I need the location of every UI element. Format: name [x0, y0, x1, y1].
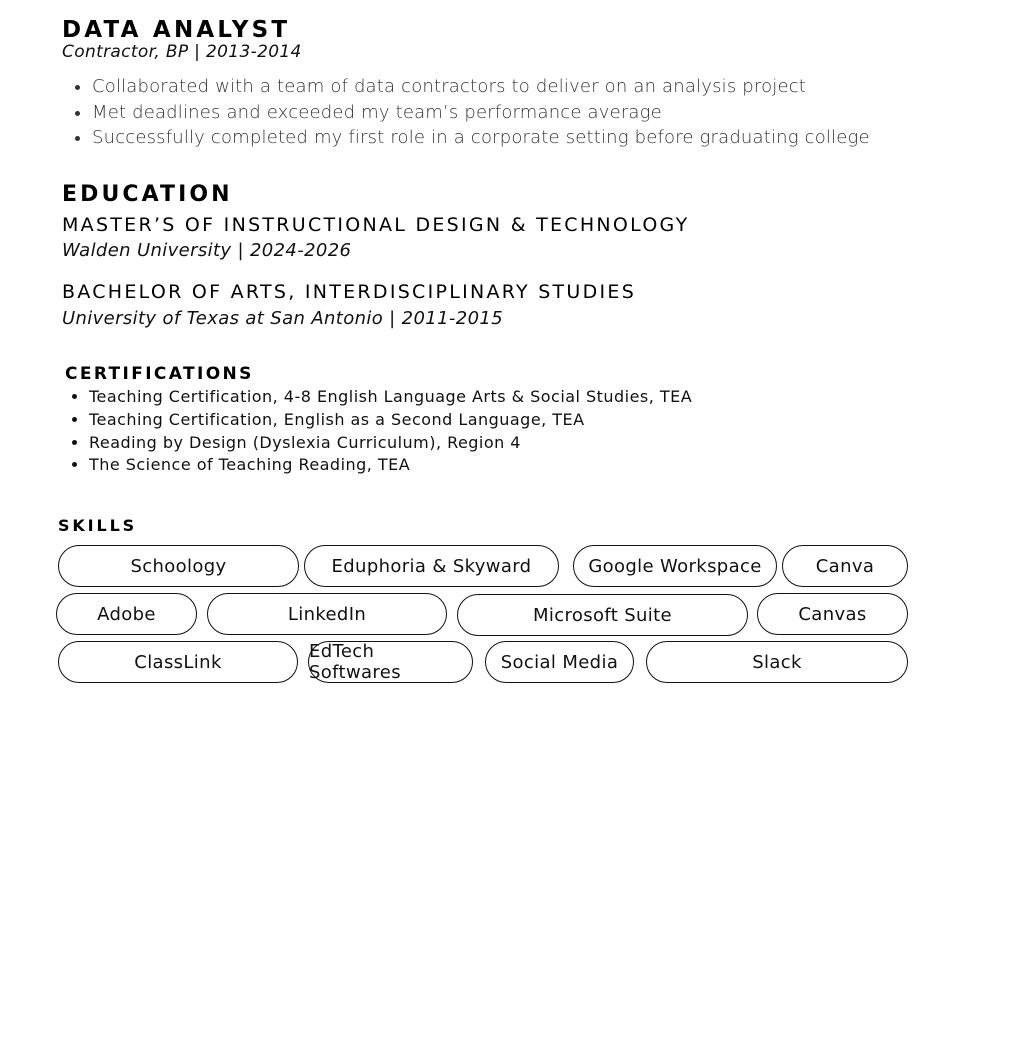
- skill-pill: Schoology: [58, 545, 299, 587]
- skill-pill: Slack: [646, 641, 908, 683]
- degree-detail: University of Texas at San Antonio | 2011-2015: [62, 308, 504, 329]
- education-heading: EDUCATION: [62, 182, 233, 207]
- list-item: • Teaching Certification, 4-8 English Language Arts & Social Studies, TEA: [89, 386, 692, 409]
- degree-title: MASTER’S OF INSTRUCTIONAL DESIGN & TECHNOLOGY: [62, 214, 690, 236]
- skill-pill: ClassLink: [58, 641, 298, 683]
- skill-pill: Canva: [782, 545, 908, 587]
- certification-list: [66, 386, 692, 477]
- skill-pill: Google Workspace: [573, 545, 777, 587]
- skill-pill: Adobe: [56, 593, 197, 635]
- list-item: • Collaborated with a team of data contractors to deliver on an analysis project: [92, 74, 870, 100]
- skill-pill: EdTech Softwares: [308, 641, 473, 683]
- list-item: • Reading by Design (Dyslexia Curriculum), Region 4: [89, 432, 692, 455]
- list-item: • Met deadlines and exceeded my team’s performance average: [92, 100, 870, 126]
- skill-pill: Social Media: [485, 641, 634, 683]
- skill-pill: Canvas: [757, 593, 908, 635]
- skill-pill: Microsoft Suite: [457, 594, 748, 636]
- skill-pill: Eduphoria & Skyward: [304, 545, 559, 587]
- skills-heading: SKILLS: [58, 516, 138, 535]
- job-title: DATA ANALYST: [62, 17, 291, 43]
- degree-detail: Walden University | 2024-2026: [62, 240, 352, 261]
- certifications-heading: CERTIFICATIONS: [65, 364, 254, 384]
- list-item: • The Science of Teaching Reading, TEA: [89, 454, 692, 477]
- job-subtitle: Contractor, BP | 2013-2014: [62, 42, 302, 62]
- list-item: • Successfully completed my first role in a corporate setting before graduating college: [92, 125, 870, 151]
- job-bullet-list: [62, 74, 870, 151]
- degree-title: BACHELOR OF ARTS, INTERDISCIPLINARY STUDIES: [62, 281, 637, 303]
- list-item: • Teaching Certification, English as a Second Language, TEA: [89, 409, 692, 432]
- skill-pill: LinkedIn: [207, 593, 447, 635]
